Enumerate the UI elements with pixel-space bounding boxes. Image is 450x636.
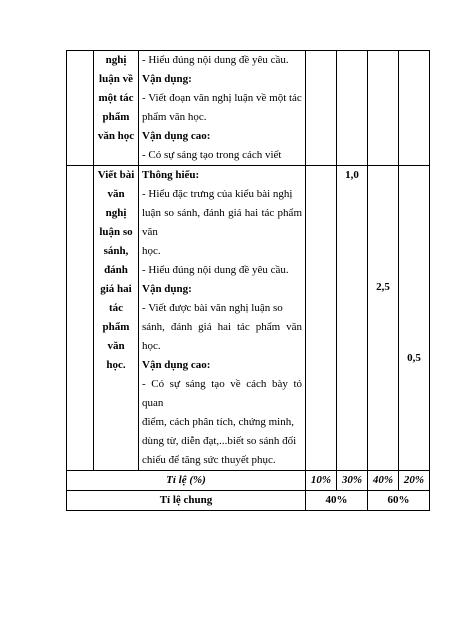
content-line: dùng từ, diễn đạt,...biết so sánh đối bbox=[142, 435, 297, 447]
topic-line: một tác bbox=[98, 92, 134, 104]
topic-cell bbox=[94, 51, 139, 166]
content-heading: Vận dụng: bbox=[142, 73, 192, 85]
content-line: phẩm văn học. bbox=[142, 111, 207, 123]
ti-le-value: 40% bbox=[368, 471, 399, 491]
topic-line: giá hai bbox=[100, 283, 132, 295]
ti-le-chung-value: 60% bbox=[368, 491, 430, 511]
content-line: - Có sự sáng tạo trong cách viết bbox=[142, 149, 282, 161]
ti-le-label: Tỉ lệ (%) bbox=[67, 471, 306, 491]
content-cell bbox=[139, 51, 306, 166]
topic-line: văn học bbox=[97, 130, 135, 142]
topic-cell bbox=[94, 166, 139, 471]
table-cell bbox=[67, 166, 94, 471]
topic-line: Viết bài bbox=[97, 169, 135, 181]
content-line: điểm, cách phân tích, chứng minh, bbox=[142, 416, 294, 428]
content-line: - Viết được bài văn nghị luận so bbox=[142, 302, 283, 314]
topic-line: sánh, bbox=[103, 245, 129, 257]
table-row bbox=[67, 51, 430, 166]
topic-line: nghị bbox=[105, 54, 127, 66]
score-thong-hieu: 1,0 bbox=[337, 166, 368, 471]
topic-line: văn bbox=[107, 340, 125, 352]
ti-le-chung-label: Tỉ lệ chung bbox=[67, 491, 306, 511]
ti-le-chung-value: 40% bbox=[306, 491, 368, 511]
topic-line: học. bbox=[106, 359, 126, 371]
content-line: sánh, đánh giá hai tác phẩm văn học. bbox=[142, 321, 302, 352]
table-row bbox=[67, 491, 430, 511]
topic-line: nghị bbox=[105, 207, 127, 219]
ti-le-value: 20% bbox=[399, 471, 430, 491]
content-line: chiếu để tăng sức thuyết phục. bbox=[142, 454, 276, 466]
content-heading: Vận dụng: bbox=[142, 283, 192, 295]
content-cell bbox=[139, 166, 306, 471]
score-cell bbox=[306, 51, 337, 166]
content-line: - Hiểu đặc trưng của kiểu bài nghị bbox=[142, 188, 293, 200]
table-cell bbox=[67, 51, 94, 166]
topic-line: luận so bbox=[99, 226, 133, 238]
content-line: - Có sự sáng tạo về cách bày tỏ quan bbox=[142, 378, 302, 409]
score-cell bbox=[368, 51, 399, 166]
content-line: luận so sánh, đánh giá hai tác phẩm văn bbox=[142, 207, 302, 238]
ti-le-value: 30% bbox=[337, 471, 368, 491]
content-line: - Viết đoạn văn nghị luận về một tác bbox=[142, 92, 302, 104]
score-van-dung-cao: 0,5 bbox=[399, 166, 430, 471]
topic-line: phẩm bbox=[102, 321, 130, 333]
content-heading: Vận dụng cao: bbox=[142, 359, 211, 371]
content-heading: Vận dụng cao: bbox=[142, 130, 211, 142]
content-line: - Hiểu đúng nội dung đề yêu cầu. bbox=[142, 54, 289, 66]
content-line: học. bbox=[142, 245, 161, 257]
topic-line: văn bbox=[107, 188, 125, 200]
content-line: - Hiểu đúng nội dung đề yêu cầu. bbox=[142, 264, 289, 276]
topic-line: tác bbox=[108, 302, 124, 314]
matrix-table bbox=[66, 50, 430, 511]
score-cell bbox=[306, 166, 337, 471]
topic-line: phẩm bbox=[102, 111, 130, 123]
content-heading: Thông hiểu: bbox=[142, 169, 200, 181]
topic-line: luận về bbox=[99, 73, 133, 85]
score-cell bbox=[399, 51, 430, 166]
table-row bbox=[67, 471, 430, 491]
score-cell bbox=[337, 51, 368, 166]
score-van-dung: 2,5 bbox=[368, 166, 399, 471]
table-row bbox=[67, 166, 430, 471]
topic-line: đánh bbox=[104, 264, 128, 276]
ti-le-value: 10% bbox=[306, 471, 337, 491]
